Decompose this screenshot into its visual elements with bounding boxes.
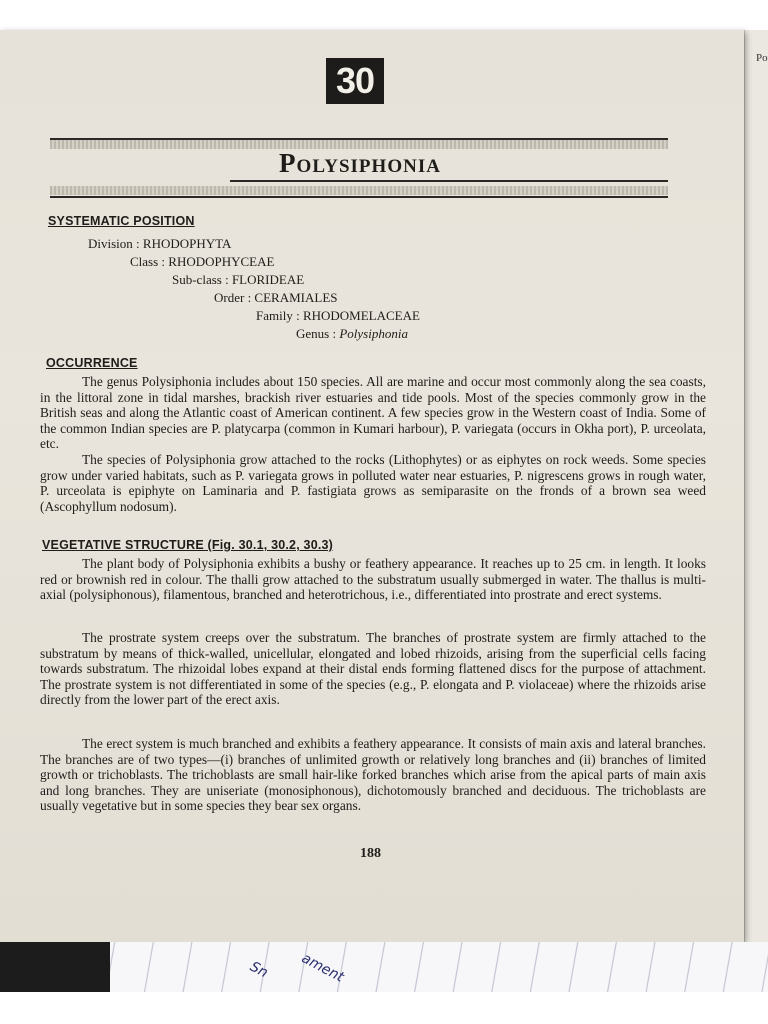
handwriting-sn: Sn [247, 958, 271, 982]
taxon-class: Class : RHODOPHYCEAE [130, 254, 275, 269]
genus-label: Genus : [296, 326, 340, 341]
occurrence-paragraph-1: The genus Polysiphonia includes about 150 species. All are marine and occur most commonly along the sea coasts, in the littoral zone in tidal marshes, brackish river estuaries and tide pools. Most of the species commonly grow in the British seas and along the Atlantic coast of American continent. A few species grow in the Western coast of India. Some of the common Indian species are P. platycarpa (common in Kumari harbour), P. variegata (occurs in Okha port), P. urceolata, etc. [40, 374, 706, 452]
dark-surface [0, 942, 110, 992]
adjacent-page-text: Po [756, 52, 768, 64]
page-number: 188 [360, 846, 381, 861]
genus-value: Polysiphonia [339, 326, 408, 341]
vegetative-paragraph-1: The plant body of Polysiphonia exhibits a bushy or feathery appearance. It reaches up to 25 cm. in length. It looks red or brownish red in colour. The thalli grow attached to the substratum usually submerged in water. The thallus is multi-axial (polysiphonous), filamentous, branched and heterotrichous, i.e., differentiated into prostrate and erect systems. [40, 556, 706, 603]
occurrence-paragraph-2: The species of Polysiphonia grow attached to the rocks (Lithophytes) or as eiphytes on rock weeds. Some species grow under varied habitats, such as P. variegata grows in polluted water near estuaries, P. nigrescens grows in rough water, P. urceolata is epiphyte on Laminaria and P. fastigiata grows as semiparasite on the fronds of a brown sea weed (Ascophyllum nodosum). [40, 452, 706, 514]
taxon-genus [296, 326, 408, 342]
adjacent-page-edge [744, 30, 768, 950]
heading-occurrence: OCCURRENCE [46, 356, 138, 370]
taxon-division: Division : RHODOPHYTA [88, 236, 232, 251]
title-rule-top [50, 138, 668, 140]
taxon-family: Family : RHODOMELACEAE [256, 308, 420, 323]
heading-systematic-position: SYSTEMATIC POSITION [48, 214, 195, 228]
vegetative-paragraph-2: The prostrate system creeps over the substratum. The branches of prostrate system are firmly attached to the substratum by means of thick-walled, unicellular, elongated and lobed rhizoids, arising from the superficial cells facing towards substratum. The rhizoidal lobes expand at their distal ends forming flattened discs for the purpose of attachment. The prostrate system is not differentiated in some of the species (e.g., P. elongata and P. violaceae) where the rhizoids arise directly from the lower part of the erect axis. [40, 630, 706, 708]
decorative-band-bottom [50, 186, 668, 195]
taxon-subclass: Sub-class : FLORIDEAE [172, 272, 305, 287]
handwriting-ament: ament [298, 950, 347, 986]
background-top [0, 0, 768, 32]
band-rule [50, 196, 668, 198]
taxon-order: Order : CERAMIALES [214, 290, 338, 305]
vegetative-paragraph-3: The erect system is much branched and exhibits a feathery appearance. It consists of main axis and lateral branches. The branches are of two types—(i) branches of unlimited growth or relatively long branches and (ii) branches of limited growth or trichoblasts. The trichoblasts are small hair-like forked branches which arise from the apical parts of main axis and long branches. They are uniseriate (monosiphonous), dichotomously branched and deciduous. The trichoblasts are usually vegetative but in some species they bear sex organs. [40, 736, 706, 814]
chapter-number: 30 [326, 58, 384, 104]
title-rule-bottom [230, 180, 668, 182]
heading-vegetative-structure: VEGETATIVE STRUCTURE (Fig. 30.1, 30.2, 30.3) [42, 538, 334, 552]
chapter-title: Polysiphonia [279, 148, 441, 178]
background-bottom [0, 992, 768, 1024]
